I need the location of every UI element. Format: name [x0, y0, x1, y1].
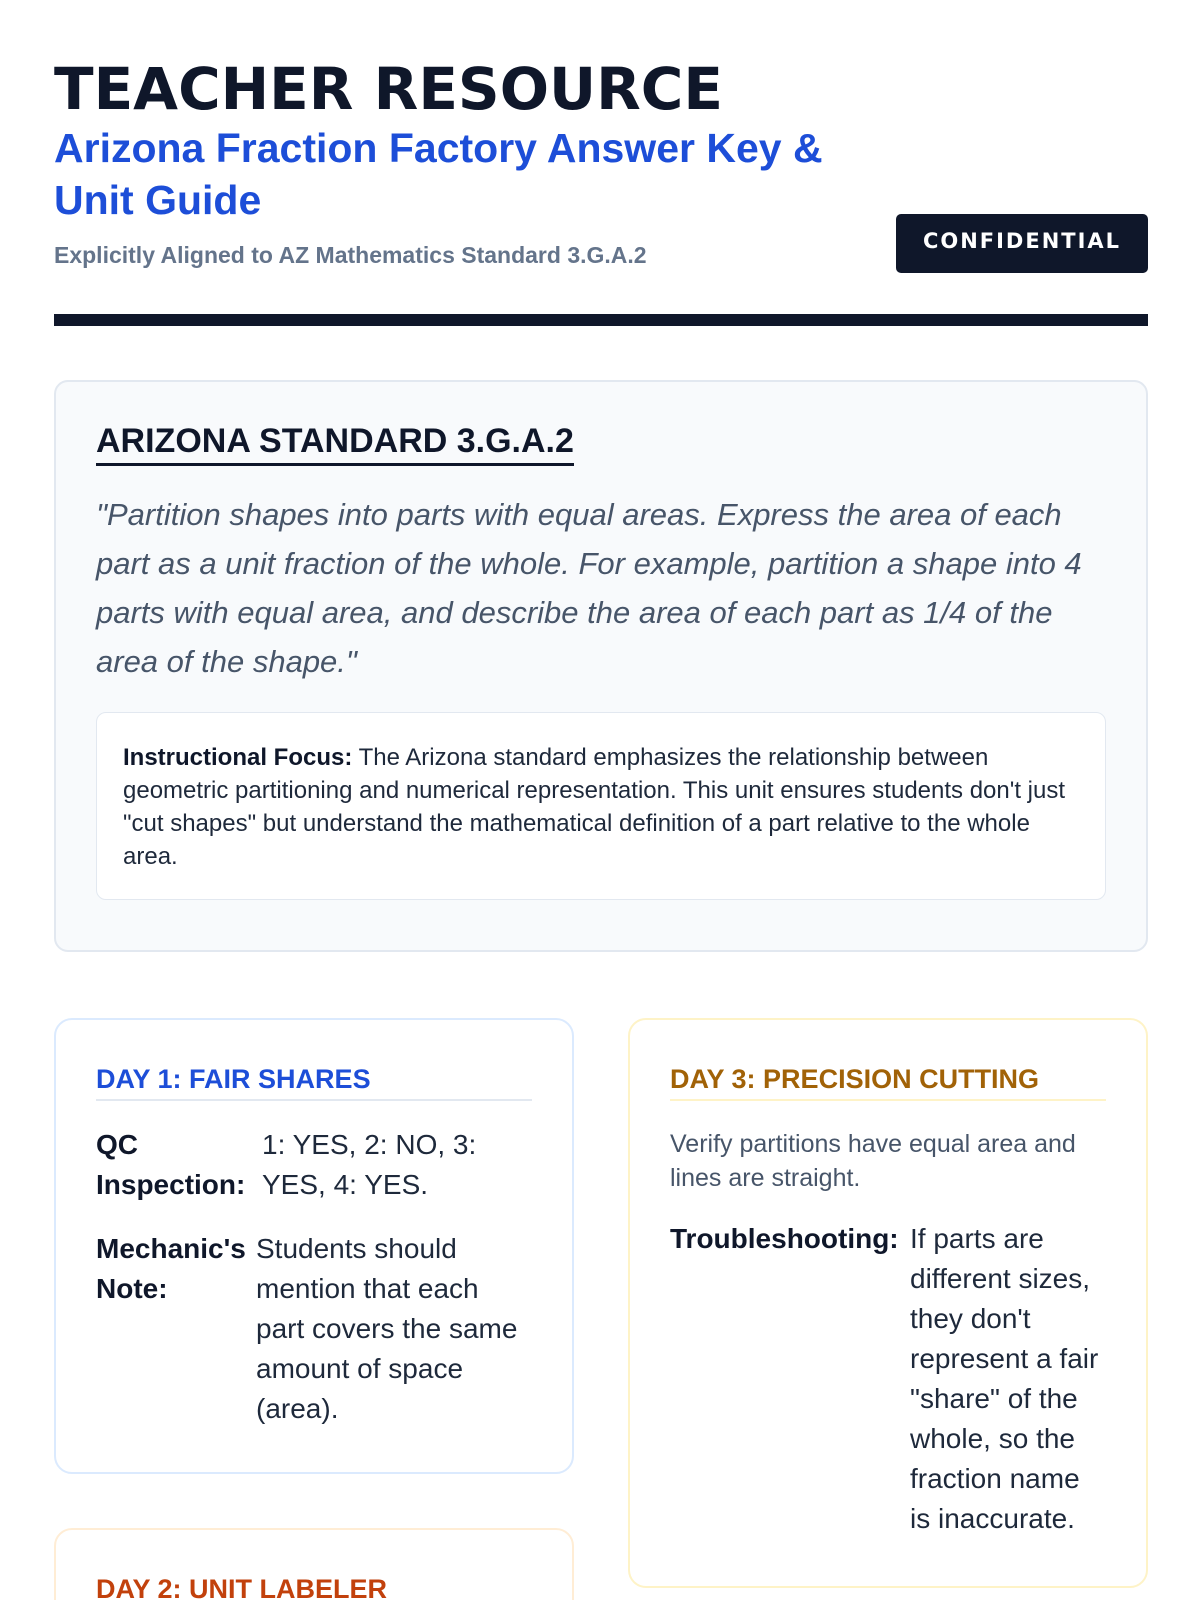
focus-text: The Arizona standard emphasizes the relationship between geometric partitioning and numerical representation. This unit ensures students don't just "cut shapes" but understand the mathematical definition of a part relative to the whole area.	[123, 744, 1065, 870]
standard-heading: ARIZONA STANDARD 3.G.A.2	[96, 422, 574, 466]
day3-card	[628, 1018, 1148, 1588]
header-divider	[54, 314, 1148, 326]
day1-title: DAY 1: FAIR SHARES	[96, 1064, 532, 1101]
qc-value: 1: YES, 2: NO, 3: YES, 4: YES.	[262, 1129, 477, 1200]
troubleshooting-value: If parts are different sizes, they don't represent a fair "share" of the whole, so the fraction name is inaccurate.	[910, 1223, 1099, 1534]
day3-title: DAY 3: PRECISION CUTTING	[670, 1064, 1106, 1101]
day2-card	[54, 1528, 574, 1600]
confidential-badge: CONFIDENTIAL	[896, 214, 1148, 273]
note-value: Students should mention that each part covers the same amount of space (area).	[256, 1233, 518, 1424]
qc-label: QC Inspection:	[96, 1129, 246, 1200]
instructional-focus-box	[96, 712, 1106, 900]
day1-card	[54, 1018, 574, 1474]
day1-qc-row	[96, 1125, 532, 1205]
page-title: Arizona Fraction Factory Answer Key & Unit Guide	[54, 125, 823, 223]
focus-label: Instructional Focus:	[123, 744, 353, 771]
standard-quote: "Partition shapes into parts with equal areas. Express the area of each part as a unit fraction of the whole. For example, partition a shape into 4 parts with equal area, and describe the area of each part as 1/4 of the area of the shape."	[96, 497, 1082, 679]
note-label: Mechanic's Note:	[96, 1233, 246, 1304]
day3-description: Verify partitions have equal area and lines are straight.	[670, 1130, 1076, 1192]
resource-kicker: TEACHER RESOURCE	[54, 55, 723, 123]
standard-card	[54, 380, 1148, 952]
day3-troubleshooting-row	[670, 1219, 1106, 1539]
document-header	[54, 55, 1148, 269]
troubleshooting-label: Troubleshooting:	[670, 1223, 899, 1254]
day1-note-row	[96, 1229, 532, 1429]
page-subtitle: Explicitly Aligned to AZ Mathematics Standard 3.G.A.2	[54, 242, 647, 268]
day2-title: DAY 2: UNIT LABELER	[96, 1574, 532, 1600]
